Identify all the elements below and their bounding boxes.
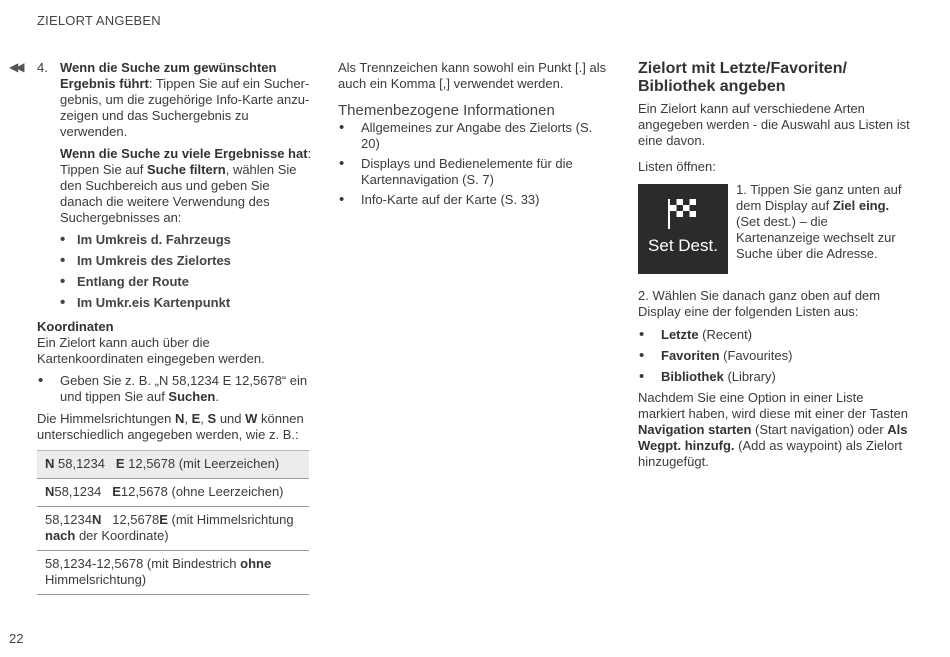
list-item: • Entlang der Route bbox=[55, 274, 312, 290]
column-middle bbox=[338, 60, 613, 208]
step-4-too-many-text: Wenn die Suche zu viele Ergebnisse hat: Tippen Sie auf Suche filtern, wählen Sie den Suchbereich aus und geben Sie danach die weitere Verwendung des Suchergebnisses an: bbox=[60, 146, 312, 225]
section-title: Zielort mit Letzte/Favoriten/ Bibliothek angeben bbox=[638, 60, 847, 95]
coordinates-intro: Ein Zielort kann auch über die Kartenkoordinaten eingegeben werden. bbox=[37, 335, 265, 366]
coordinates-bullets bbox=[37, 373, 312, 405]
related-link[interactable]: • Info-Karte auf der Karte (S. 33) bbox=[338, 192, 613, 208]
column-left bbox=[37, 60, 312, 595]
search-area-options bbox=[37, 232, 312, 311]
related-link[interactable]: • Allgemeines zur Angabe des Zielorts (S. 20) bbox=[338, 120, 613, 152]
list-item: • Favoriten (Favourites) bbox=[638, 348, 913, 364]
after-selection-text: Nachdem Sie eine Option in einer Liste markiert haben, wird diese mit einer der Tasten Navigation starten (Start navigation) oder Als Wegpt. hinzufg. (Add as waypoint) als Zielort hinzugefügt. bbox=[638, 390, 908, 469]
list-item: • Letzte (Recent) bbox=[638, 327, 913, 343]
related-info-heading: Themenbezogene Informationen bbox=[338, 102, 555, 119]
step-4 bbox=[37, 60, 312, 140]
related-link[interactable]: • Displays und Bedienelemente für die Kartennavigation (S. 7) bbox=[338, 156, 613, 188]
page-header: ZIELORT ANGEBEN bbox=[37, 13, 161, 28]
checkered-flag-icon bbox=[668, 199, 696, 229]
table-row bbox=[37, 507, 309, 551]
table-cell: N 58,1234 E 12,5678 (mit Leerzeichen) bbox=[37, 451, 309, 479]
table-cell: 58,1234-12,5678 (mit Bindestrich ohne Himmelsrichtung) bbox=[37, 551, 309, 595]
step-number: 4. bbox=[37, 60, 48, 75]
section-intro: Ein Zielort kann auf verschiedene Arten angegeben werden - die Auswahl aus Listen ist eine davon. bbox=[638, 101, 910, 148]
coordinates-heading: Koordinaten bbox=[37, 319, 114, 334]
column-right bbox=[638, 60, 913, 470]
double-left-arrow-icon[interactable]: ◀◀ bbox=[9, 60, 22, 74]
step-2-text: 2. Wählen Sie danach ganz oben auf dem Display eine der folgenden Listen aus: bbox=[638, 288, 881, 319]
list-item: • Im Umkr.eis Kartenpunkt bbox=[55, 295, 312, 311]
step-1-block bbox=[638, 184, 913, 274]
page-number: 22 bbox=[9, 631, 24, 646]
table-cell: 58,1234N 12,5678E (mit Himmelsrichtung nach der Koordinate) bbox=[37, 507, 309, 551]
set-dest-label: Set Dest. bbox=[648, 236, 718, 255]
list-item: • Geben Sie z. B. „N 58,1234 E 12,5678“ ein und tippen Sie auf Suchen. bbox=[37, 373, 312, 405]
list-item: • Bibliothek (Library) bbox=[638, 369, 913, 385]
coordinates-table bbox=[37, 450, 309, 595]
table-row bbox=[37, 451, 309, 479]
directions-text: Die Himmelsrichtungen N, E, S und W können unterschiedlich angegeben werden, wie z. B.: bbox=[37, 411, 304, 442]
table-row bbox=[37, 551, 309, 595]
set-dest-button-image bbox=[638, 184, 728, 274]
related-info-list bbox=[338, 120, 613, 208]
list-item: • Im Umkreis d. Fahrzeugs bbox=[55, 232, 312, 248]
separator-text: Als Trennzeichen kann sowohl ein Punkt [.] als auch ein Komma [,] verwendet werden. bbox=[338, 60, 607, 91]
step-1-text: 1. Tippen Sie ganz unten auf dem Display auf Ziel eing. (Set dest.) – die Kartenanzeige wechselt zur Suche über die Adresse. bbox=[736, 184, 902, 261]
step-4-result-text: Wenn die Suche zum gewünschten Ergebnis führt: Tippen Sie auf ein Suchergebnis, um die zugehörige Info-Karte anzuzeigen und das Suchergebnis zu verwenden. bbox=[60, 60, 310, 139]
list-item: • Im Umkreis des Zielortes bbox=[55, 253, 312, 269]
table-row bbox=[37, 479, 309, 507]
open-lists-label: Listen öffnen: bbox=[638, 159, 716, 174]
table-cell: N58,1234 E12,5678 (ohne Leerzeichen) bbox=[37, 479, 309, 507]
list-options bbox=[638, 327, 913, 385]
